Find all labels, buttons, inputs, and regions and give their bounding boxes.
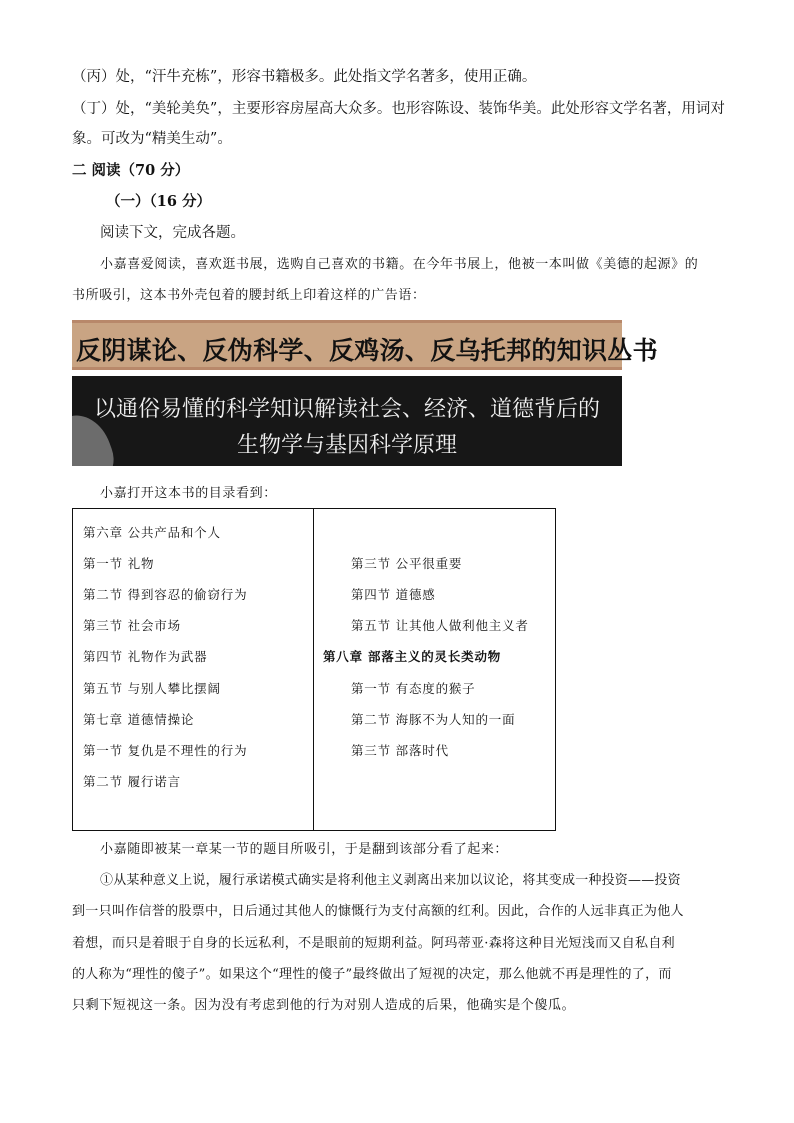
toc-left-item: 第五节 与别人攀比摆阔 [83, 681, 221, 696]
instruction: 阅读下文，完成各题。 [100, 225, 245, 241]
toc-chapter-8: 第八章 部落主义的灵长类动物 [323, 649, 502, 664]
toc-intro: 小嘉打开这本书的目录看到： [100, 486, 277, 501]
toc-left-item: 第二节 得到容忍的偷窃行为 [83, 587, 248, 602]
story-line-1: 小嘉喜爱阅读，喜欢逛书展，选购自己喜欢的书籍。在今年书展上，他被一本叫做《美德的起源》的 [100, 257, 699, 272]
toc-left-item: 第二节 履行诺言 [83, 774, 181, 789]
toc-left-item: 第一节 复仇是不理性的行为 [83, 743, 248, 758]
sub-heading: （一）（16 分） [106, 193, 211, 210]
ad-banner-line-2: 生物学与基因科学原理 [236, 433, 457, 458]
toc-chapter-6: 第六章 公共产品和个人 [83, 525, 221, 540]
toc-divider [313, 509, 314, 830]
toc-right-item: 第五节 让其他人做利他主义者 [351, 618, 529, 633]
answer-line-ding: （丁）处，“美轮美奂”，主要形容房屋高大众多。也形容陈设、装饰华美。此处形容文学名著，用词对 [72, 101, 725, 117]
ad-banner-top-text: 反阴谋论、反伪科学、反鸡汤、反乌托邦的知识丛书 [76, 336, 658, 365]
passage-line-3: 着想，而只是着眼于自身的长远私利，不是眼前的短期利益。阿玛蒂亚·森将这种目光短浅而又自私自利 [72, 936, 675, 951]
ad-banner-top [72, 320, 658, 370]
passage-line-1: ①从某种意义上说，履行承诺模式确实是将利他主义剥离出来加以议论，将其变成一种投资——投资 [100, 873, 681, 888]
toc-right-item: 第二节 海豚不为人知的一面 [351, 712, 516, 727]
ad-banner-bottom [72, 376, 622, 466]
section-heading: 二 阅读（70 分） [72, 162, 190, 179]
answer-line-bing: （丙）处，“汗牛充栋”，形容书籍极多。此处指文学名著多，使用正确。 [72, 69, 537, 85]
toc-right-item: 第三节 部落时代 [351, 743, 449, 758]
passage-line-4: 的人称为“理性的傻子”。如果这个“理性的傻子”最终做出了短视的决定，那么他就不再是理性的了，而 [72, 967, 672, 982]
toc-left-item: 第四节 礼物作为武器 [83, 649, 208, 664]
toc-left-item: 第三节 社会市场 [83, 618, 181, 633]
toc-chapter-7: 第七章 道德情操论 [83, 712, 195, 727]
toc-left-item: 第一节 礼物 [83, 556, 155, 571]
table-of-contents [72, 508, 556, 831]
answer-line-ding-cont: 象。可改为“精美生动”。 [72, 131, 232, 147]
toc-right-item: 第三节 公平很重要 [351, 556, 463, 571]
toc-right-item: 第一节 有态度的猴子 [351, 681, 476, 696]
story-line-2: 书所吸引，这本书外壳包着的腰封纸上印着这样的广告语： [72, 288, 426, 303]
after-toc-line: 小嘉随即被某一章某一节的题目所吸引，于是翻到该部分看了起来： [100, 842, 509, 857]
passage-line-2: 到一只叫作信誉的股票中，日后通过其他人的慷慨行为支付高额的红利。因此，合作的人远非真正为他人 [72, 904, 684, 919]
ad-banner-line-1: 以通俗易懂的科学知识解读社会、经济、道德背后的 [93, 397, 600, 422]
toc-right-item: 第四节 道德感 [351, 587, 436, 602]
passage-line-5: 只剩下短视这一条。因为没有考虑到他的行为对别人造成的后果，他确实是个傻瓜。 [72, 998, 576, 1013]
